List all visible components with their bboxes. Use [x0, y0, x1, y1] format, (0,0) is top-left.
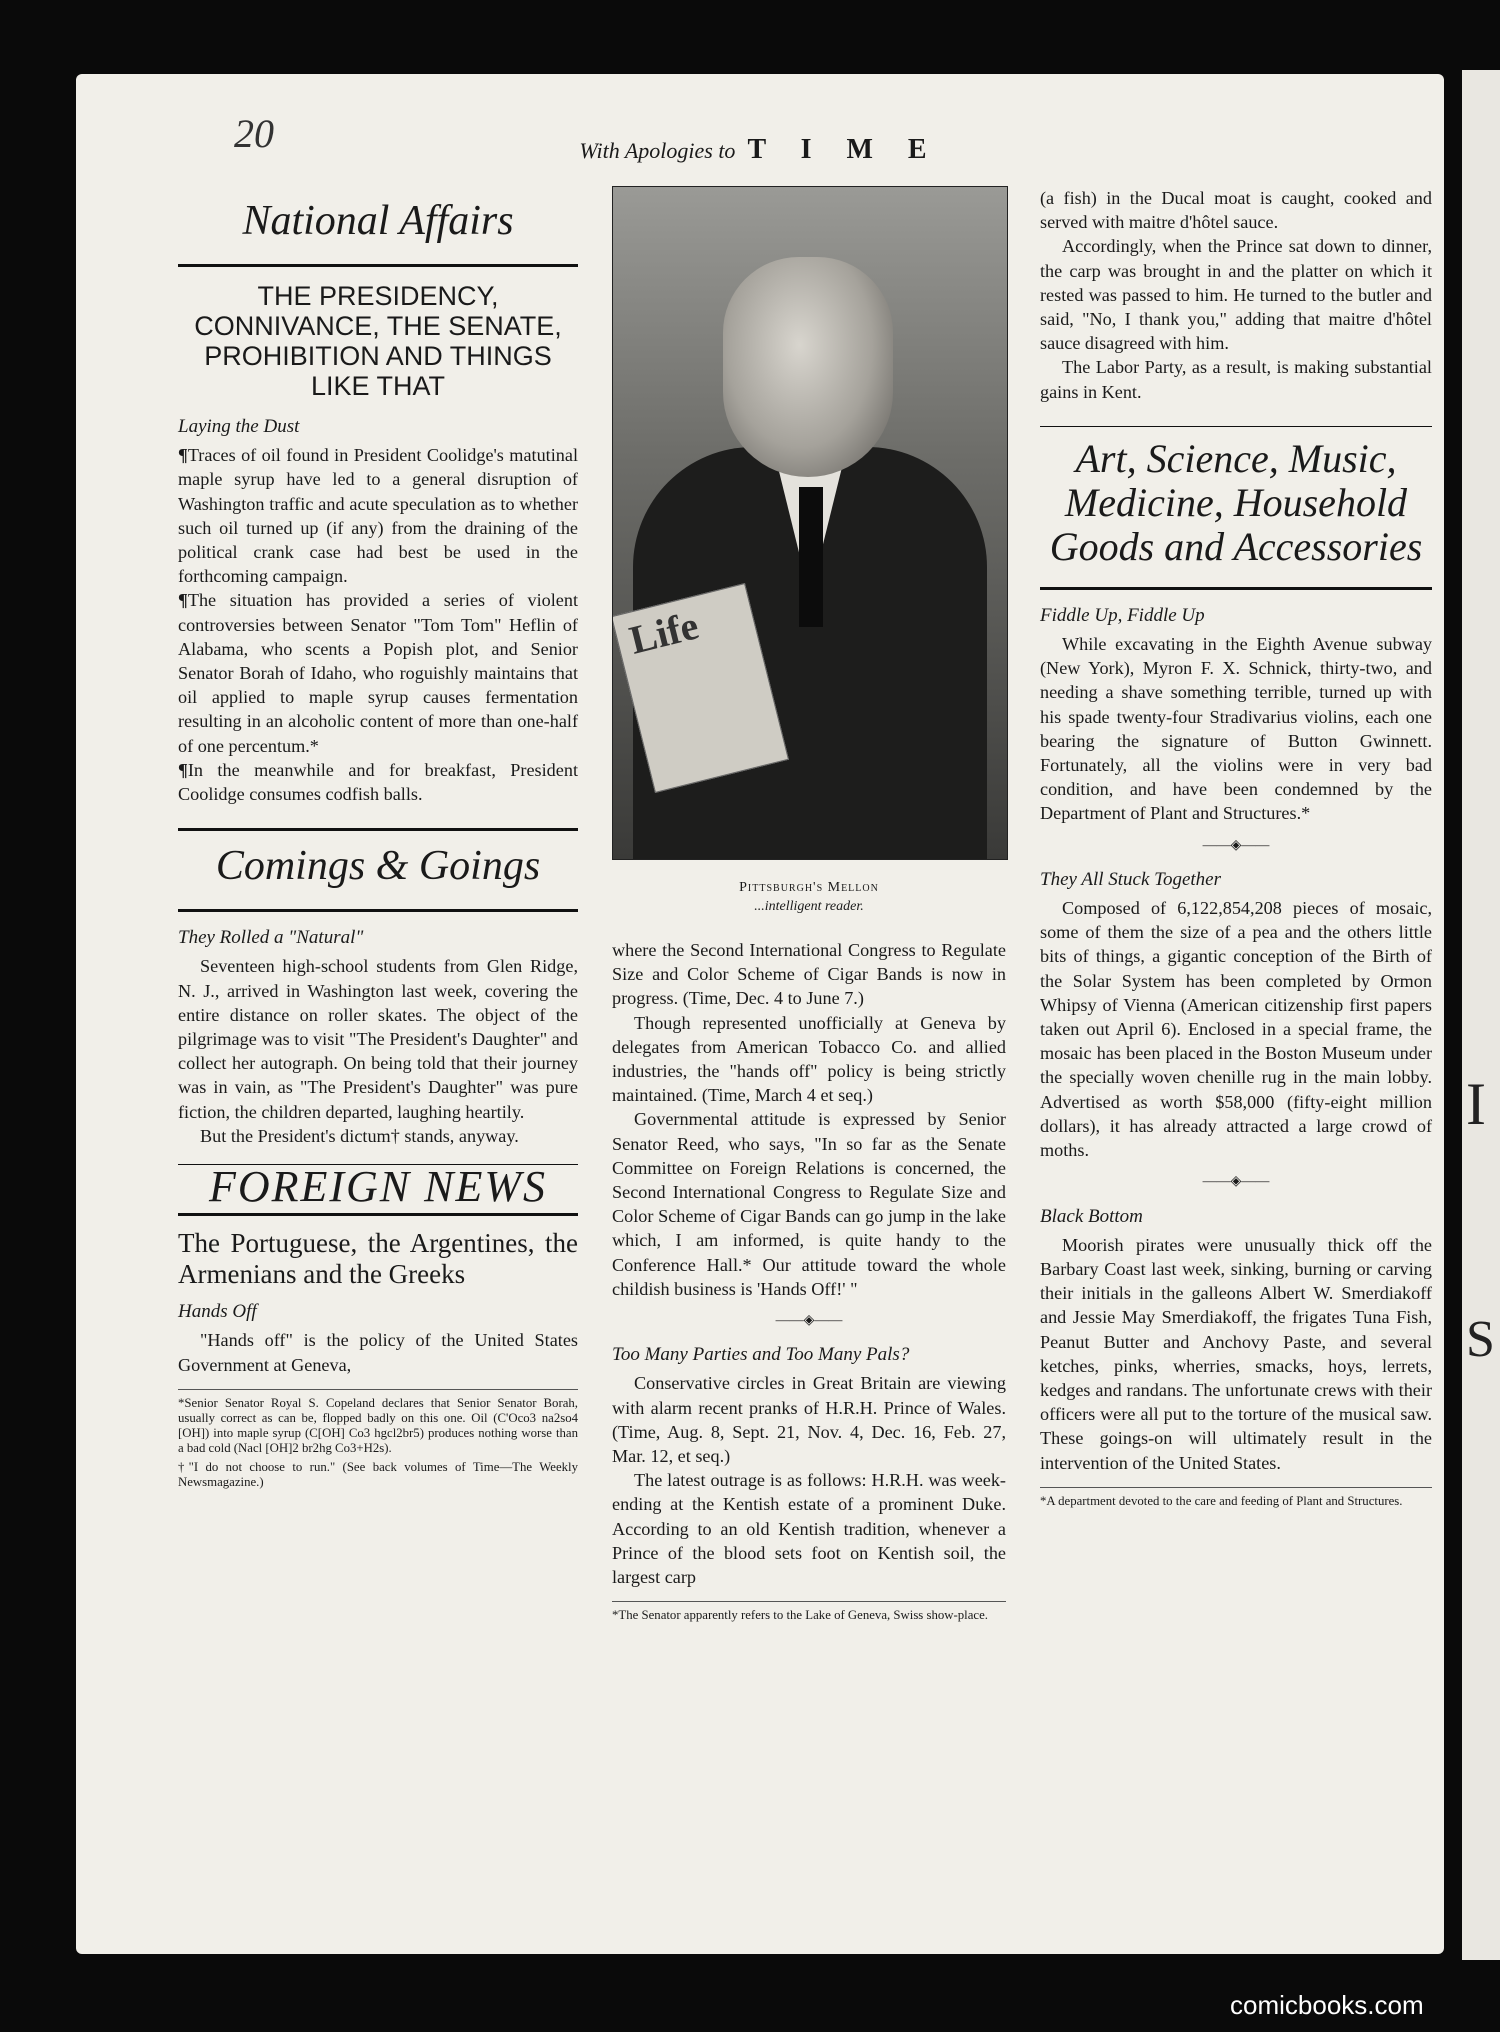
paragraph: Though represented unofficially at Geneva by delegates from American Tobacco Co. and allied industries, the "hands off" policy is being strictly maintained. (Time, March 4 et seq.) [612, 1012, 1006, 1106]
paragraph: where the Second International Congress to Regulate Size and Color Scheme of Cigar Bands is now in progress. (Time, Dec. 4 to June 7.) [612, 940, 1006, 1009]
photo-caption [612, 878, 1006, 916]
paragraph: Accordingly, when the Prince sat down to dinner, the carp was brought in and the platter on which it rested was passed to him. He turned to the butler and said, "No, I thank you," adding that maitre d'hôtel sauce disagreed with him. [1040, 236, 1432, 354]
pilcrow-icon: ¶ [178, 759, 188, 780]
adjacent-page-fragment: S [1466, 1311, 1495, 1368]
paragraph: But the President's dictum† stands, anyway. [200, 1125, 519, 1146]
footnote: *The Senator apparently refers to the Lake of Geneva, Swiss show-place. [612, 1601, 1006, 1623]
subhead-fiddle-up: Fiddle Up, Fiddle Up [1040, 604, 1205, 626]
dept-foreign-news: FOREIGN NEWS [178, 1164, 578, 1216]
headline-presidency: THE PRESIDENCY, CONNIVANCE, THE SENATE, PROHIBITION AND THINGS LIKE THAT [194, 281, 562, 401]
running-head-title: T I M E [747, 134, 941, 165]
headline-portuguese: The Portuguese, the Argentines, the Armenians and the Greeks [178, 1228, 578, 1290]
column-center [612, 186, 1006, 1623]
footnote: †"I do not choose to run." (See back volumes of Time—The Weekly Newsmagazine.) [178, 1459, 578, 1489]
dept-national-affairs: National Affairs [178, 186, 578, 267]
pilcrow-icon: ¶ [178, 445, 188, 466]
pilcrow-icon: ¶ [178, 590, 188, 611]
paragraph: "Hands off" is the policy of the United States Government at Geneva, [178, 1330, 578, 1375]
column-right [1040, 186, 1432, 1509]
subhead-stuck-together: They All Stuck Together [1040, 868, 1222, 890]
footnote: *A department devoted to the care and feeding of Plant and Structures. [1040, 1487, 1432, 1509]
photo-head [723, 257, 893, 477]
paragraph: Moorish pirates were unusually thick off the Barbary Coast last week, sinking, burning or carving their initials in the galleons Albert W. Smerdiakoff and Jessie May Smerdiakoff, the frigates Tuna Fish, Peanut Butter and Anchovy Paste, and several ketches, pinks, wherries, smacks, hoys, lerrets, kedges and randans. The unfortunate crews with their officers were all put to the torture of the musical saw. These goings-on will ultimately result in the intervention of the United States. [1040, 1234, 1432, 1473]
paragraph: The Labor Party, as a result, is making substantial gains in Kent. [1040, 357, 1432, 402]
footnote: *Senior Senator Royal S. Copeland declares that Senior Senator Borah, usually correct as can be, flopped badly on this one. Oil (C'Oco3 na2so4 [OH]) into maple syrup (C[OH] Co3 hgcl2br5) produces nothing worse than a bad cold (Nacl [OH]2 br2hg Co3+H2s). [178, 1395, 578, 1455]
paragraph: Conservative circles in Great Britain are viewing with alarm recent pranks of H.R.H. Prince of Wales. (Time, Aug. 8, Sept. 21, Nov. 4, Dec. 16, Feb. 27, Mar. 12, et seq.) [612, 1373, 1006, 1467]
subhead-too-many-parties: Too Many Parties and Too Many Pals? [612, 1344, 910, 1366]
dept-comings-goings: Comings & Goings [178, 828, 578, 912]
magazine-page [76, 74, 1444, 1954]
dept-art-science: Art, Science, Music, Medicine, Household Goods and Accessories [1040, 426, 1432, 590]
running-head-prefix: With Apologies to [579, 138, 736, 163]
subhead-black-bottom: Black Bottom [1040, 1205, 1143, 1227]
footnotes [178, 1389, 578, 1490]
paragraph: Seventeen high-school students from Glen Ridge, N. J., arrived in Washington last week, covering the entire distance on roller skates. The object of the pilgrimage was to visit "The President's Daughter" and collect her autograph. On being told that their journey was in vain, as "The President's Daughter" was pure fiction, the children departed, laughing heartily. [178, 956, 578, 1122]
portrait-photo [612, 186, 1008, 860]
paragraph: While excavating in the Eighth Avenue subway (New York), Myron F. X. Schnick, thirty-two, and needing a shave something terrible, turned up with his spade twenty-four Stradivarius violins, each one bearing the signature of Button Gwinnett. Fortunately, all the violins were in very bad condition, and have been condemned by the Department of Plant and Structures.* [1040, 634, 1432, 824]
photo-tie [799, 487, 823, 627]
section-divider-icon: ——◈—— [775, 1313, 843, 1329]
watermark-logo: comicbooks.com [1230, 1990, 1424, 2020]
paragraph: The latest outrage is as follows: H.R.H. was week-ending at the Kentish estate of a prominent Duke. According to an old Kentish tradition, whenever a Prince of the blood sets foot on Kentish soil, the largest carp [612, 1470, 1006, 1588]
caption-text: ...intelligent reader. [754, 899, 864, 914]
subhead-hands-off: Hands Off [178, 1301, 257, 1323]
adjacent-page-fragment: I [1466, 1071, 1486, 1137]
paragraph: Governmental attitude is expressed by Senior Senator Reed, who says, "In so far as the Senate Committee on Foreign Relations is concerned, the Second International Congress to Regulate Size and Color Scheme of Cigar Bands can go jump in the lake which, I am informed, is quite handy to the Conference Hall.* Our attitude toward the whole childish business is 'Hands Off!' " [612, 1109, 1006, 1299]
page-number: 20 [234, 111, 274, 156]
paragraph: ¶In the meanwhile and for breakfast, President Coolidge consumes codfish balls. [178, 759, 578, 805]
paragraph: ¶Traces of oil found in President Coolidge's matutinal maple syrup have led to a general disruption of Washington traffic and acute speculation as to whether such oil turned up (if any) from the draining of the political crank case had best be used in the forthcoming campaign. [178, 445, 578, 587]
adjacent-page-edge [1462, 70, 1500, 1960]
paragraph: Composed of 6,122,854,208 pieces of mosaic, some of them the size of a pea and the others little bits of things, a gigantic conception of the Birth of the Solar System has been completed by Ormon Whipsy of Vienna (American citizenship first papers taken out April 6). Enclosed in a special frame, the mosaic has been placed in the Boston Museum under the specially woven chenille rug in the main lobby. Advertised as worth $58,000 (fifty-eight million dollars), it has already attracted a large crowd of moths. [1040, 898, 1432, 1161]
section-divider-icon: ——◈—— [1202, 1174, 1270, 1190]
caption-name: Pittsburgh's Mellon [739, 880, 879, 895]
section-divider-icon: ——◈—— [1202, 837, 1270, 853]
paragraph: ¶The situation has provided a series of violent controversies between Senator "Tom Tom" Heflin of Alabama, who scents a Popish plot, and Senior Senator Borah of Idaho, who roguishly maintains that oil applied to maple syrup causes fermentation resulting in an alcoholic content of more than one-half of one percentum.* [178, 590, 578, 756]
paragraph: (a fish) in the Ducal moat is caught, cooked and served with maitre d'hôtel sauce. [1040, 188, 1432, 233]
subhead-laying-the-dust: Laying the Dust [178, 416, 300, 437]
column-left [178, 186, 578, 1494]
magazine-title: Life [625, 602, 703, 663]
subhead-rolled-natural: They Rolled a "Natural" [178, 927, 364, 949]
running-head [76, 134, 1444, 166]
